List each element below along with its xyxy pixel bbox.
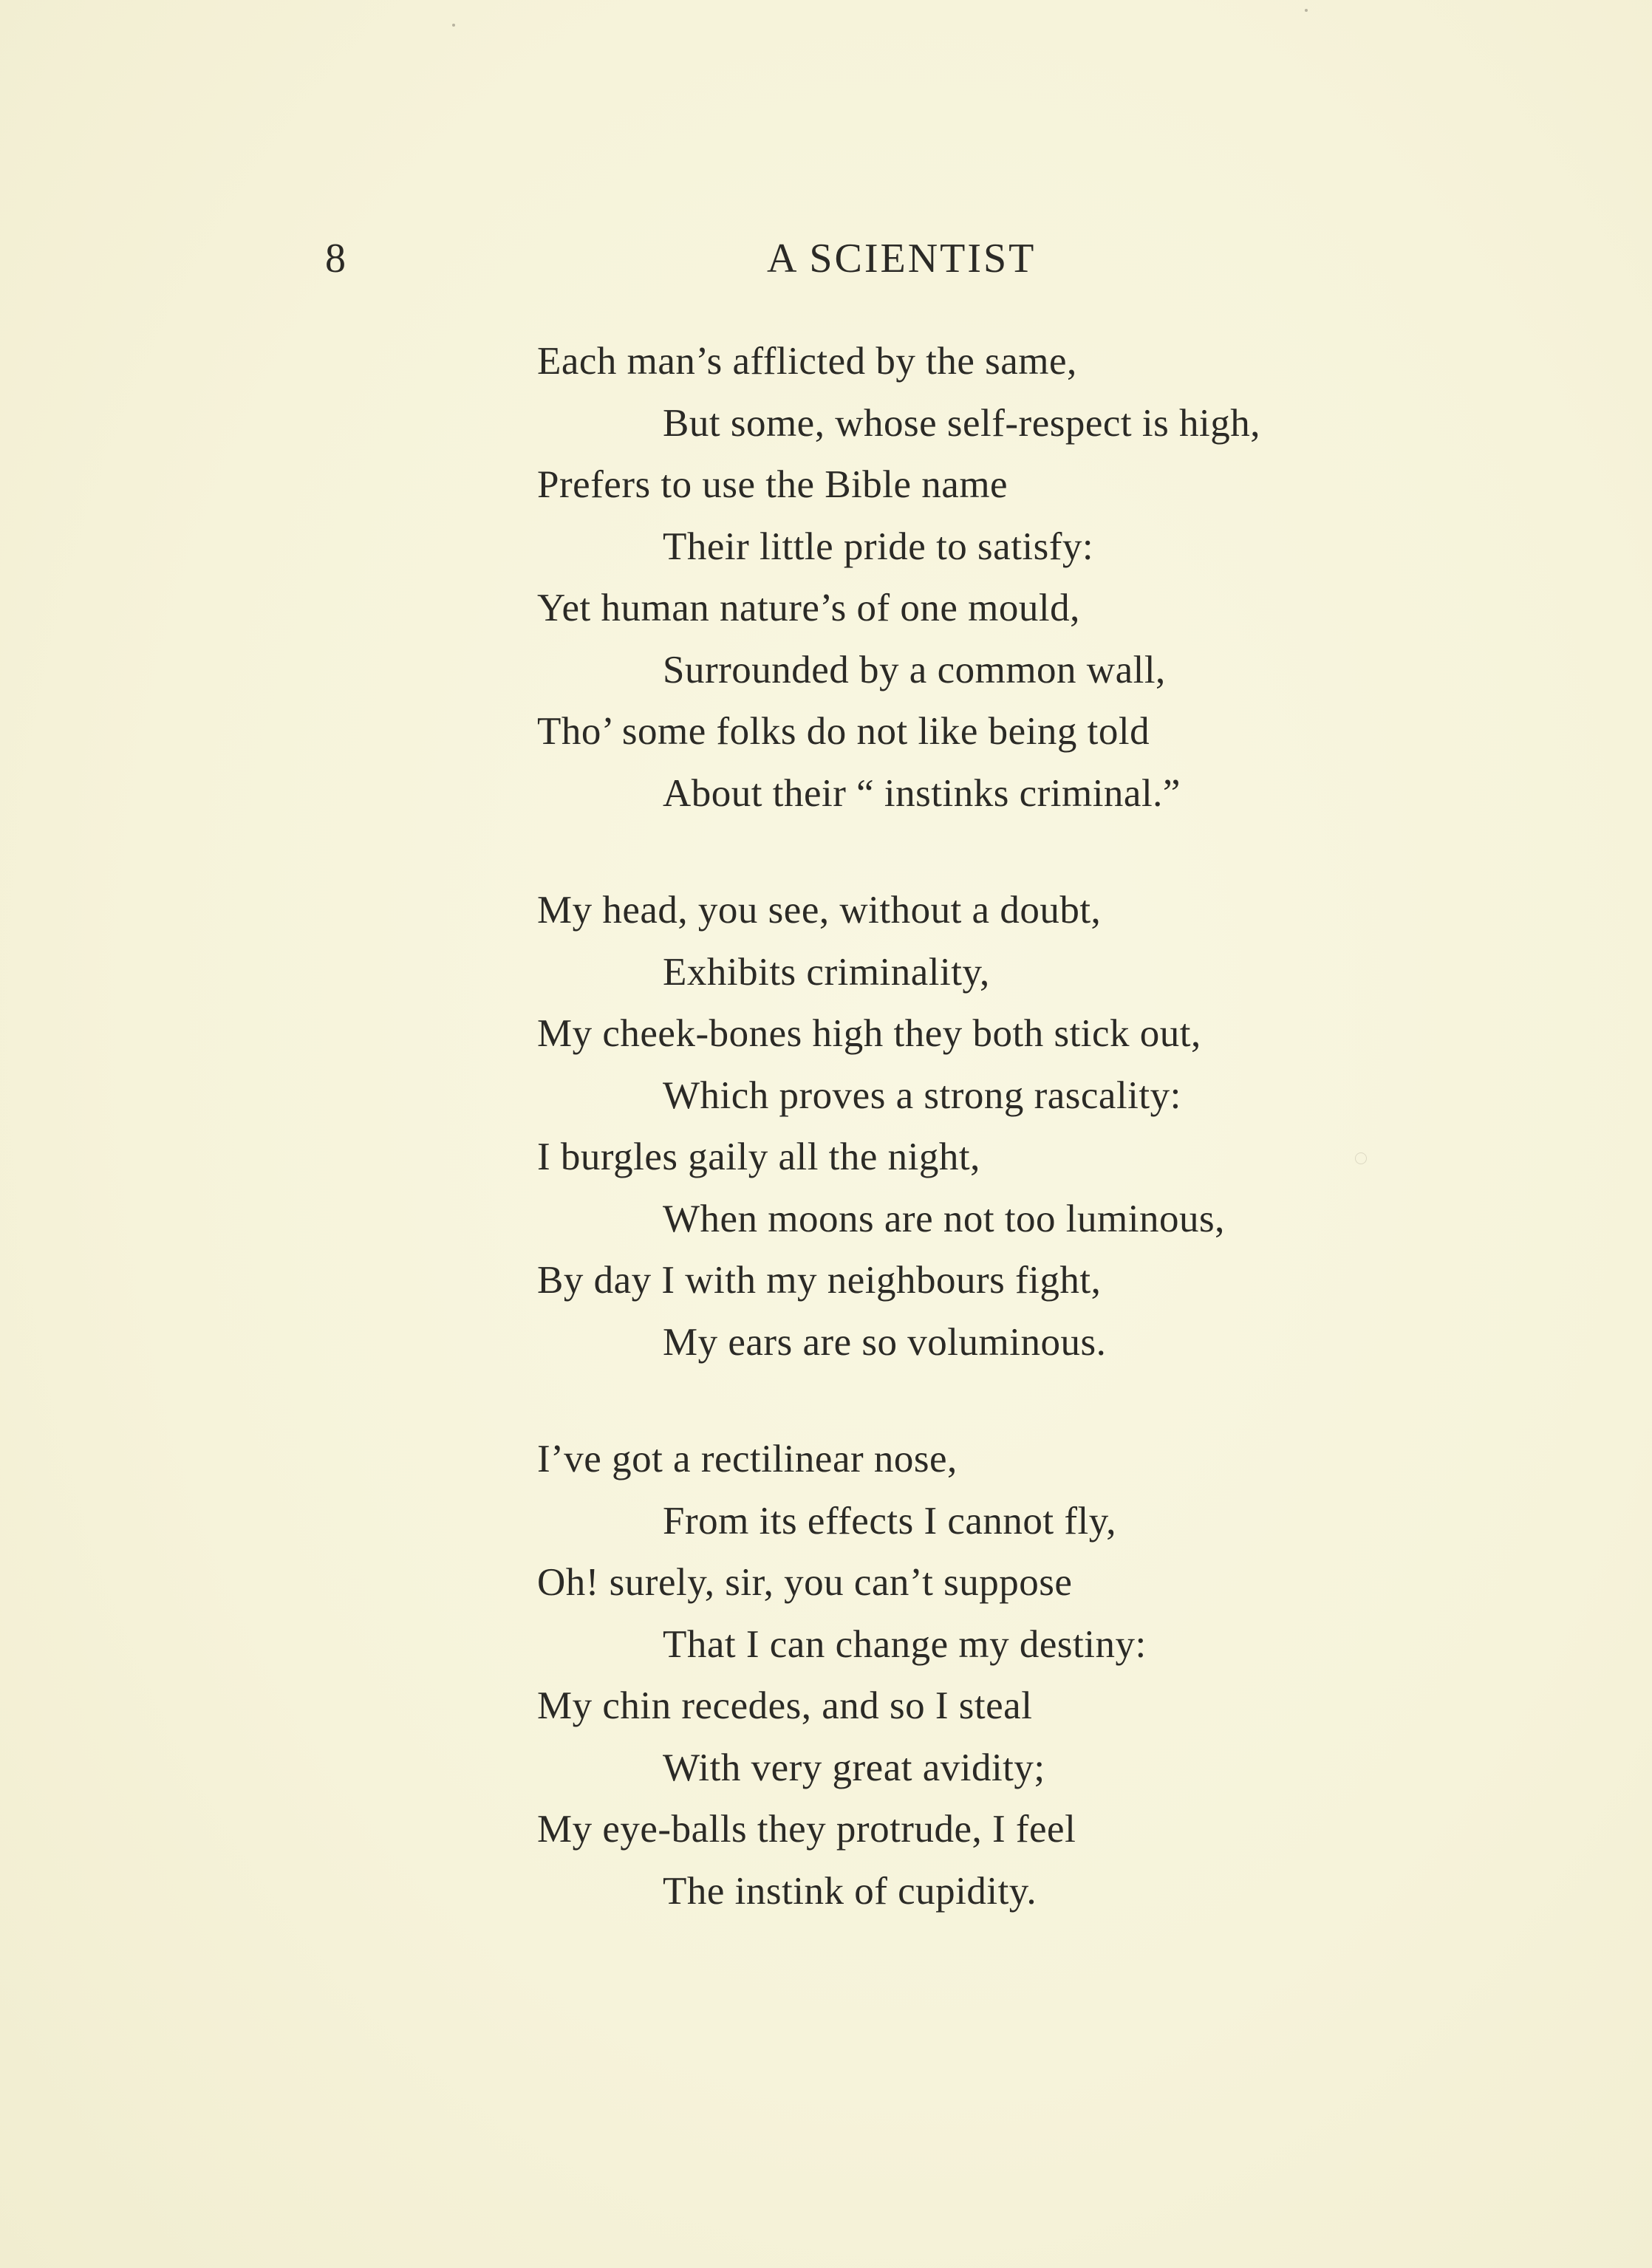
poem-line: Surrounded by a common wall, (663, 648, 1166, 691)
poem-line: I burgles gaily all the night, (537, 1135, 980, 1178)
poem-line: With very great avidity; (663, 1746, 1045, 1789)
poem-line: My ears are so voluminous. (663, 1320, 1107, 1364)
page-number: 8 (325, 236, 347, 281)
poem-line: I’ve got a rectilinear nose, (537, 1438, 958, 1480)
paper-speck (452, 24, 455, 27)
poem-line: Which proves a strong rascality: (663, 1073, 1181, 1117)
poem-line: Each man’s afflicted by the same, (537, 340, 1077, 383)
poem-line: Exhibits criminality, (663, 950, 990, 994)
stanza (537, 880, 1571, 1373)
poem-line: About their “ instinks criminal.” (663, 771, 1181, 815)
poem-line: My cheek-bones high they both stick out, (537, 1012, 1201, 1055)
poem-line: From its effects I cannot fly, (663, 1499, 1117, 1543)
poem-line: Their little pride to satisfy: (663, 525, 1094, 568)
poem (537, 331, 1571, 1978)
poem-line: My eye-balls they protrude, I feel (537, 1808, 1076, 1851)
poem-line: Yet human nature’s of one mould, (537, 587, 1080, 629)
poem-line: By day I with my neighbours fight, (537, 1259, 1102, 1302)
poem-line: My chin recedes, and so I steal (537, 1684, 1033, 1727)
poem-line: When moons are not too luminous, (663, 1197, 1225, 1240)
stanza (537, 331, 1571, 824)
stanza (537, 1429, 1571, 1922)
poem-line: The instink of cupidity. (663, 1869, 1037, 1913)
poem-line: Tho’ some folks do not like being told (537, 710, 1150, 753)
poem-line: My head, you see, without a doubt, (537, 889, 1102, 932)
running-title: A SCIENTIST (767, 236, 1037, 281)
poem-line: That I can change my destiny: (663, 1622, 1147, 1666)
paper-speck (1305, 9, 1308, 12)
poem-line: Prefers to use the Bible name (537, 463, 1008, 506)
poem-line: But some, whose self-respect is high, (663, 401, 1260, 445)
poem-line: Oh! surely, sir, you can’t suppose (537, 1561, 1073, 1604)
